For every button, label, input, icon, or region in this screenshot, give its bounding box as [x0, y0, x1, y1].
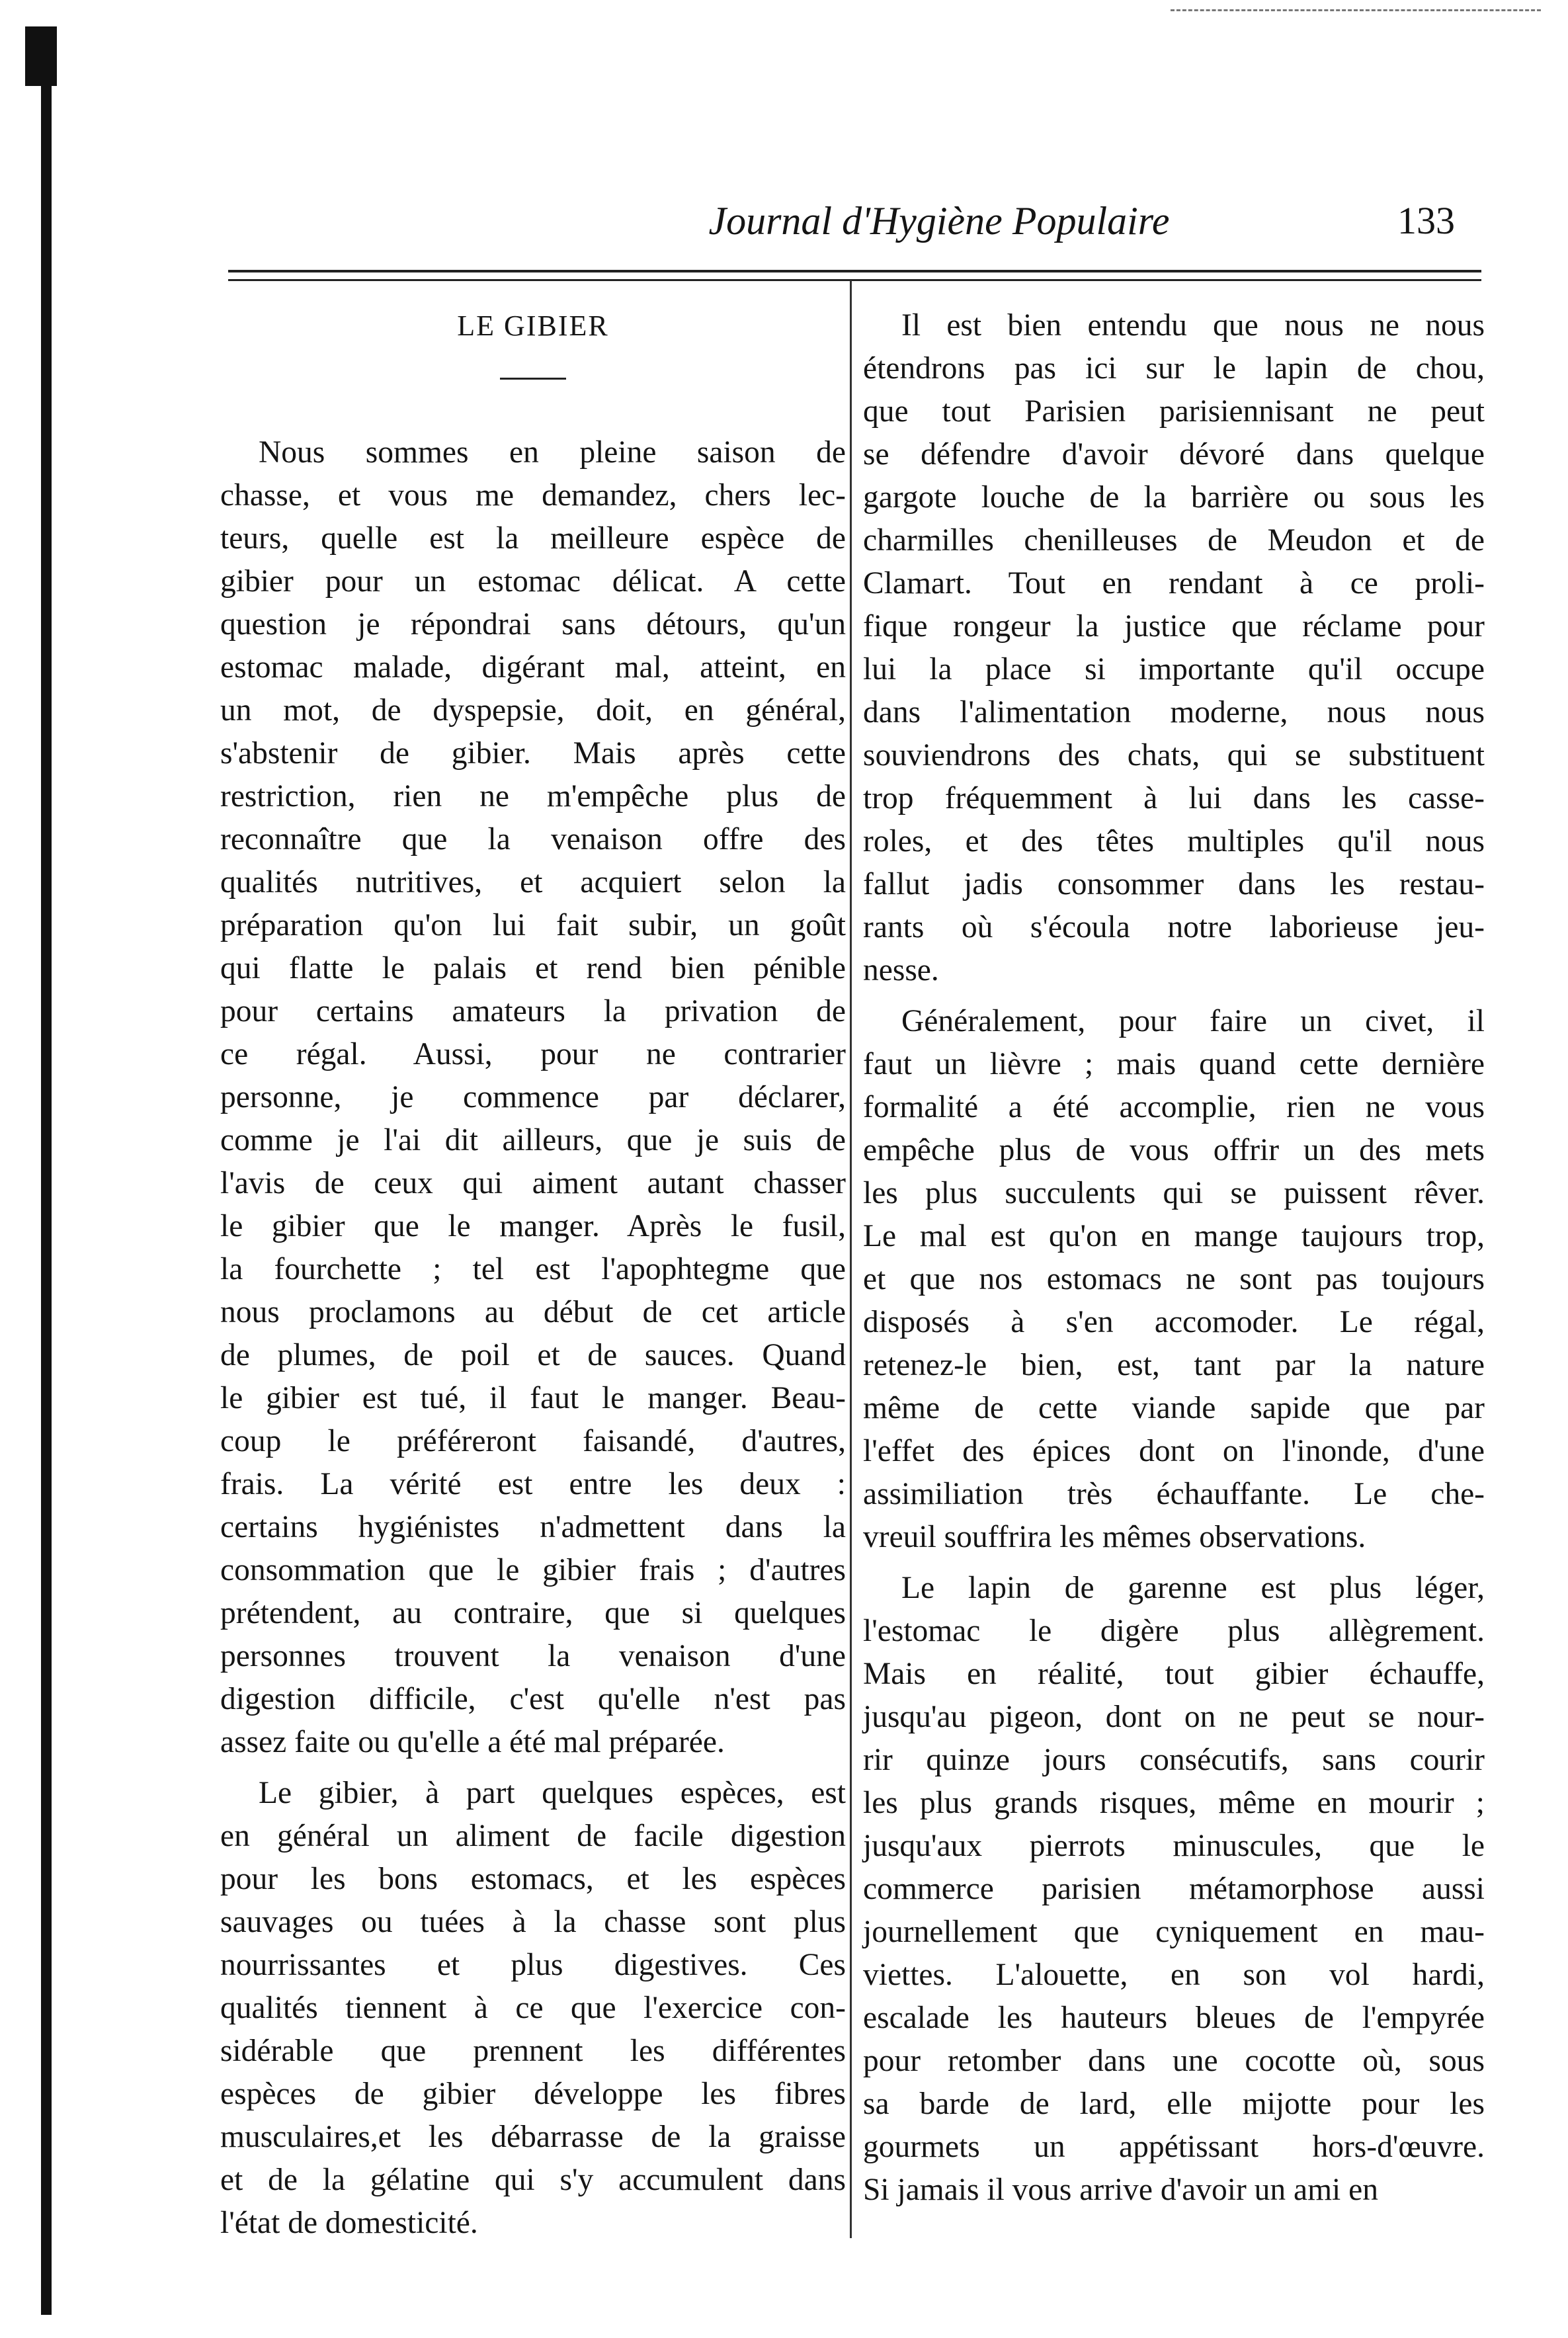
- text-line: le gibier est tué, il faut le manger. Beau-: [220, 1381, 846, 1415]
- text-line: même de cette viande sapide que par: [863, 1391, 1485, 1425]
- paragraph: [220, 1772, 846, 2245]
- text-line: Clamart. Tout en rendant à ce proli-: [863, 566, 1485, 601]
- text-line: frais. La vérité est entre les deux :: [220, 1467, 846, 1501]
- text-line: Généralement, pour faire un civet, il: [901, 1004, 1485, 1038]
- header-rule: [228, 270, 1481, 281]
- text-line: en général un aliment de facile digestion: [220, 1819, 846, 1853]
- text-line: les plus grands risques, même en mourir ;: [863, 1786, 1485, 1820]
- text-line: fallut jadis consommer dans les restau-: [863, 867, 1485, 901]
- paragraph: [863, 1000, 1485, 1559]
- text-line: nous proclamons au début de cet article: [220, 1295, 846, 1329]
- right-column: [863, 304, 1485, 2212]
- text-line: de plumes, de poil et de sauces. Quand: [220, 1338, 846, 1372]
- text-line: jusqu'aux pierrots minuscules, que le: [863, 1829, 1485, 1863]
- text-line: coup le préféreront faisandé, d'autres,: [220, 1424, 846, 1458]
- text-line: roles, et des têtes multiples qu'il nous: [863, 824, 1485, 858]
- text-line: gibier pour un estomac délicat. A cette: [220, 564, 846, 599]
- text-line: pour certains amateurs la privation de: [220, 994, 846, 1028]
- paragraph: [863, 1567, 1485, 2212]
- text-line: personne, je commence par déclarer,: [220, 1080, 846, 1114]
- text-line: restriction, rien ne m'empêche plus de: [220, 779, 846, 814]
- text-line: Le gibier, à part quelques espèces, est: [259, 1776, 846, 1810]
- text-line: lui la place si importante qu'il occupe: [863, 652, 1485, 687]
- text-line: souviendrons des chats, qui se substituent: [863, 738, 1485, 772]
- text-line: nesse.: [863, 953, 939, 987]
- column-divider: [850, 280, 852, 2238]
- left-column: [220, 304, 846, 2245]
- text-line: disposés à s'en accomoder. Le régal,: [863, 1305, 1485, 1339]
- text-line: retenez-le bien, est, tant par la nature: [863, 1348, 1485, 1382]
- text-line: sidérable que prennent les différentes: [220, 2034, 846, 2068]
- text-line: les plus succulents qui se puissent rêver.: [863, 1176, 1485, 1210]
- text-line: qualités tiennent à ce que l'exercice con-: [220, 1991, 846, 2025]
- text-line: sauvages ou tuées à la chasse sont plus: [220, 1905, 846, 1939]
- text-line: charmilles chenilleuses de Meudon et de: [863, 523, 1485, 558]
- text-line: qualités nutritives, et acquiert selon la: [220, 865, 846, 899]
- text-line: préparation qu'on lui fait subir, un goût: [220, 908, 846, 942]
- text-line: espèces de gibier développe les fibres: [220, 2077, 846, 2111]
- text-line: pour les bons estomacs, et les espèces: [220, 1862, 846, 1896]
- text-line: l'estomac le digère plus allègrement.: [863, 1614, 1485, 1648]
- text-line: qui flatte le palais et rend bien pénible: [220, 951, 846, 985]
- text-line: se défendre d'avoir dévoré dans quelque: [863, 437, 1485, 472]
- text-line: teurs, quelle est la meilleure espèce de: [220, 521, 846, 556]
- paragraph: [220, 431, 846, 1764]
- text-line: assez faite ou qu'elle a été mal préparée.: [220, 1725, 725, 1759]
- text-line: question je répondrai sans détours, qu'un: [220, 607, 846, 642]
- text-line: Le lapin de garenne est plus léger,: [901, 1571, 1485, 1605]
- text-line: consommation que le gibier frais ; d'autres: [220, 1553, 846, 1587]
- text-line: gourmets un appétissant hors-d'œuvre.: [863, 2130, 1485, 2164]
- text-line: s'abstenir de gibier. Mais après cette: [220, 736, 846, 771]
- text-line: prétendent, au contraire, que si quelques: [220, 1596, 846, 1630]
- text-line: Mais en réalité, tout gibier échauffe,: [863, 1657, 1485, 1691]
- text-line: rants où s'écoula notre laborieuse jeu-: [863, 910, 1485, 944]
- running-title: Journal d'Hygiène Populaire: [708, 199, 1170, 243]
- text-line: l'effet des épices dont on l'inonde, d'une: [863, 1434, 1485, 1468]
- text-line: l'état de domesticité.: [220, 2206, 478, 2240]
- text-line: estomac malade, digérant mal, atteint, en: [220, 650, 846, 685]
- text-line: faut un lièvre ; mais quand cette dernière: [863, 1047, 1485, 1081]
- binding-edge: [41, 26, 52, 2315]
- text-line: dans l'alimentation moderne, nous nous: [863, 695, 1485, 730]
- text-line: fique rongeur la justice que réclame pour: [863, 609, 1485, 644]
- text-line: viettes. L'alouette, en son vol hardi,: [863, 1958, 1485, 1992]
- text-line: étendrons pas ici sur le lapin de chou,: [863, 351, 1485, 386]
- text-line: un mot, de dyspepsie, doit, en général,: [220, 693, 846, 728]
- text-line: ce régal. Aussi, pour ne contrarier: [220, 1037, 846, 1071]
- text-line: empêche plus de vous offrir un des mets: [863, 1133, 1485, 1167]
- text-line: et que nos estomacs ne sont pas toujours: [863, 1262, 1485, 1296]
- text-line: Le mal est qu'on en mange taujours trop,: [863, 1219, 1485, 1253]
- page-header: [218, 198, 1481, 251]
- text-line: vreuil souffrira les mêmes observations.: [863, 1520, 1366, 1554]
- text-line: l'avis de ceux qui aiment autant chasser: [220, 1166, 846, 1200]
- text-line: et de la gélatine qui s'y accumulent dans: [220, 2163, 846, 2197]
- text-line: escalade les hauteurs bleues de l'empyrée: [863, 2001, 1485, 2035]
- text-line: chasse, et vous me demandez, chers lec-: [220, 478, 846, 513]
- text-line: jusqu'au pigeon, dont on ne peut se nour-: [863, 1700, 1485, 1734]
- paragraph: [863, 304, 1485, 992]
- text-line: sa barde de lard, elle mijotte pour les: [863, 2087, 1485, 2121]
- text-line: reconnaître que la venaison offre des: [220, 822, 846, 856]
- scan-edge-mark: [1171, 9, 1541, 11]
- text-line: assimiliation très échauffante. Le che-: [863, 1477, 1485, 1511]
- title-dash: [500, 378, 566, 380]
- text-line: personnes trouvent la venaison d'une: [220, 1639, 846, 1673]
- text-line: digestion difficile, c'est qu'elle n'est pas: [220, 1682, 846, 1716]
- text-line: Il est bien entendu que nous ne nous: [901, 308, 1485, 343]
- text-line: commerce parisien métamorphose aussi: [863, 1872, 1485, 1906]
- text-line: journellement que cyniquement en mau-: [863, 1915, 1485, 1949]
- text-line: la fourchette ; tel est l'apophtegme que: [220, 1252, 846, 1286]
- text-line: Nous sommes en pleine saison de: [259, 435, 846, 470]
- text-line: certains hygiénistes n'admettent dans la: [220, 1510, 846, 1544]
- text-line: nourrissantes et plus digestives. Ces: [220, 1948, 846, 1982]
- text-line: le gibier que le manger. Après le fusil,: [220, 1209, 846, 1243]
- text-line: musculaires,et les débarrasse de la graisse: [220, 2120, 846, 2154]
- text-line: Si jamais il vous arrive d'avoir un ami en: [863, 2173, 1378, 2207]
- text-line: gargote louche de la barrière ou sous les: [863, 480, 1485, 515]
- text-line: formalité a été accomplie, rien ne vous: [863, 1090, 1485, 1124]
- page-number: 133: [1397, 199, 1455, 242]
- text-line: trop fréquemment à lui dans les casse-: [863, 781, 1485, 815]
- text-line: rir quinze jours consécutifs, sans courir: [863, 1743, 1485, 1777]
- text-line: que tout Parisien parisiennisant ne peut: [863, 394, 1485, 429]
- article-title: LE GIBIER: [457, 310, 609, 342]
- text-line: pour retomber dans une cocotte où, sous: [863, 2044, 1485, 2078]
- text-line: comme je l'ai dit ailleurs, que je suis de: [220, 1123, 846, 1157]
